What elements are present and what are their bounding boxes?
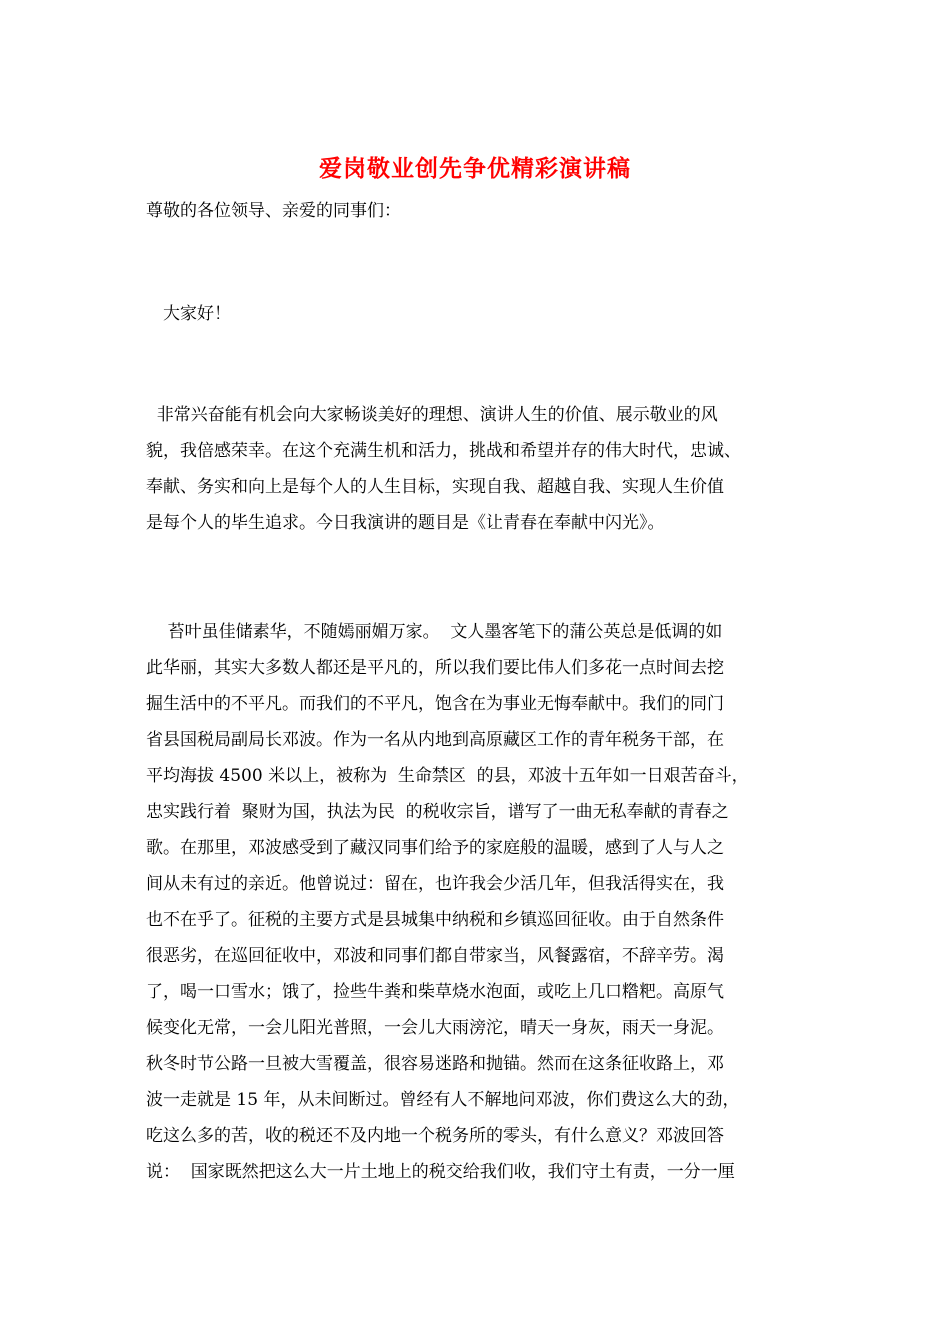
paragraph-line: 此华丽，其实大多数人都还是平凡的，所以我们要比伟人们多花一点时间去挖 (146, 658, 724, 678)
paragraph-line: 歌。在那里，邓波感受到了藏汉同事们给予的家庭般的温暖，感到了人与人之 (146, 838, 724, 858)
paragraph-line: 很恶劣，在巡回征收中，邓波和同事们都自带家当，风餐露宿，不辞辛劳。渴 (146, 946, 724, 966)
paragraph-line: 忠实践行着 聚财为国，执法为民 的税收宗旨，谱写了一曲无私奉献的青春之 (146, 802, 729, 822)
paragraph-line: 平均海拔 4500 米以上，被称为 生命禁区 的县，邓波十五年如一日艰苦奋斗， (146, 766, 749, 786)
paragraph-line: 了，喝一口雪水；饿了，捡些牛粪和柴草烧水泡面，或吃上几口糌粑。高原气 (146, 982, 724, 1002)
paragraph-line: 是每个人的毕生追求。今日我演讲的题目是《让青春在奉献中闪光》。 (146, 513, 665, 533)
paragraph-line: 吃这么多的苦，收的税还不及内地一个税务所的零头，有什么意义？邓波回答 (146, 1126, 724, 1146)
paragraph-line: 掘生活中的不平凡。而我们的不平凡，饱含在为事业无悔奉献中。我们的同门 (146, 694, 724, 714)
paragraph-line: 秋冬时节公路一旦被大雪覆盖，很容易迷路和抛锚。然而在这条征收路上，邓 (146, 1054, 724, 1074)
salutation: 尊敬的各位领导、亲爱的同事们： (146, 201, 401, 221)
paragraph-line: 非常兴奋能有机会向大家畅谈美好的理想、演讲人生的价值、展示敬业的风 (146, 405, 718, 425)
paragraph-line: 波一走就是 15 年，从未间断过。曾经有人不解地问邓波，你们费这么大的劲， (146, 1090, 740, 1110)
document-title: 爱岗敬业创先争优精彩演讲稿 (319, 155, 631, 182)
paragraph-line: 奉献、务实和向上是每个人的人生目标，实现自我、超越自我、实现人生价值 (146, 477, 724, 497)
paragraph-line: 貌，我倍感荣幸。在这个充满生机和活力，挑战和希望并存的伟大时代，忠诚、 (146, 441, 741, 461)
paragraph-intro (146, 397, 810, 541)
paragraph-line: 省县国税局副局长邓波。作为一名从内地到高原藏区工作的青年税务干部，在 (146, 730, 724, 750)
paragraph-line: 候变化无常，一会儿阳光普照，一会儿大雨滂沱，晴天一身灰，雨天一身泥。 (146, 1018, 724, 1038)
greeting: 大家好！ (163, 304, 231, 324)
paragraph-line: 说： 国家既然把这么大一片土地上的税交给我们收，我们守土有责，一分一厘 (146, 1162, 735, 1182)
paragraph-story (146, 614, 810, 1190)
paragraph-line: 间从未有过的亲近。他曾说过：留在，也许我会少活几年，但我活得实在，我 (146, 874, 724, 894)
paragraph-line: 也不在乎了。征税的主要方式是县城集中纳税和乡镇巡回征收。由于自然条件 (146, 910, 724, 930)
paragraph-line: 苔叶虽佳储素华，不随嫣丽媚万家。 文人墨客笔下的蒲公英总是低调的如 (146, 622, 723, 642)
